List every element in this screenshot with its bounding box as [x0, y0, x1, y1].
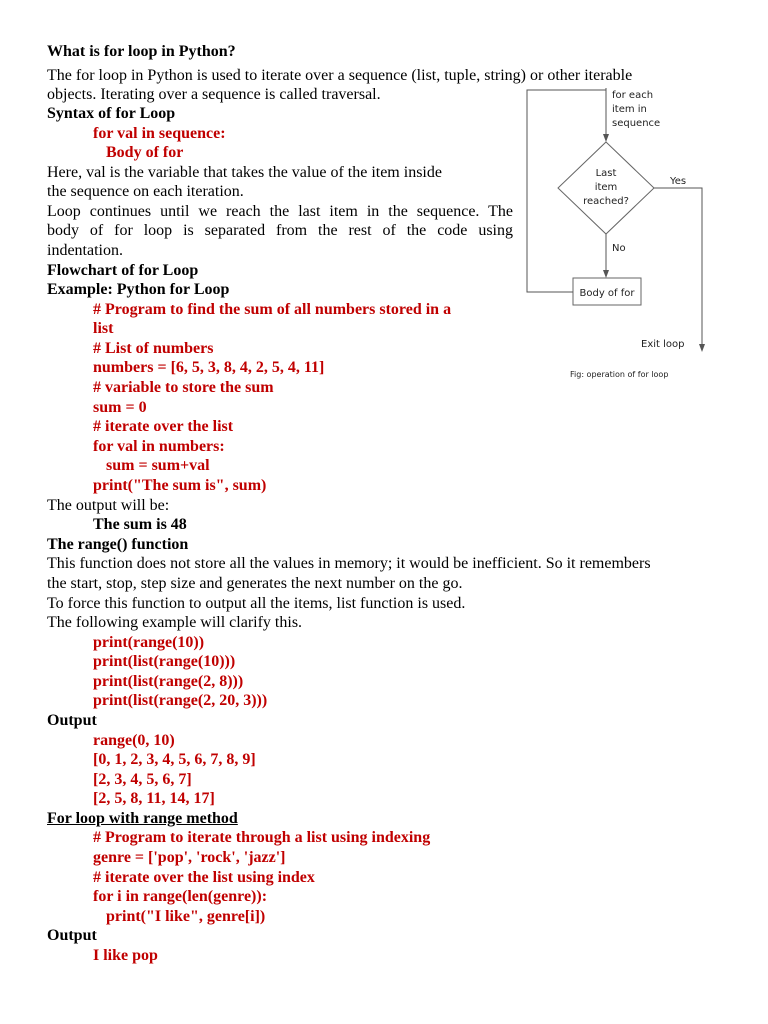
- range-method-code-line: for i in range(len(genre)):: [93, 888, 268, 905]
- range-method-code-line: print("I like", genre[i]): [106, 908, 266, 925]
- flowchart-caption: Fig: operation of for loop: [570, 370, 669, 379]
- example-code-line: # List of numbers: [93, 340, 214, 357]
- explanation-line: body of for loop is separated from the rest of the code using: [47, 222, 513, 239]
- example-code-line: # Program to find the sum of all numbers stored in a: [93, 301, 452, 318]
- final-output-line: I like pop: [93, 947, 158, 964]
- range-heading: The range() function: [47, 536, 189, 553]
- range-paragraph-line: To force this function to output all the items, list function is used.: [47, 595, 466, 612]
- example-code-line: print("The sum is", sum): [93, 477, 267, 494]
- flowchart-decision-label: reached?: [583, 196, 629, 207]
- heading-what-is-for-loop: What is for loop in Python?: [47, 43, 236, 60]
- range-method-code-line: # iterate over the list using index: [93, 869, 315, 886]
- range-method-code-line: genre = ['pop', 'rock', 'jazz']: [93, 849, 286, 866]
- range-code-line: print(list(range(2, 20, 3))): [93, 692, 268, 709]
- intro-paragraph-line: The for loop in Python is used to iterate over a sequence (list, tuple, string) or other iterable: [47, 67, 633, 84]
- flowchart-decision-label: item: [594, 182, 618, 193]
- flowchart-heading: Flowchart of for Loop: [47, 262, 199, 279]
- range-output-line: [2, 3, 4, 5, 6, 7]: [93, 771, 192, 788]
- explanation-line: indentation.: [47, 242, 123, 259]
- flowchart-body-label: Body of for: [579, 288, 635, 299]
- range-output-line: [0, 1, 2, 3, 4, 5, 6, 7, 8, 9]: [93, 751, 256, 768]
- explanation-line: the sequence on each iteration.: [47, 183, 244, 200]
- flowchart-exit-label: Exit loop: [641, 339, 685, 350]
- range-code-line: print(list(range(2, 8))): [93, 673, 244, 690]
- flowchart-yes-label: Yes: [670, 176, 687, 187]
- flowchart-yes-arrow: [654, 188, 702, 348]
- flowchart-decision-label: Last: [595, 168, 617, 179]
- example-code-line: list: [93, 320, 114, 337]
- intro-paragraph-line: objects. Iterating over a sequence is called traversal.: [47, 86, 381, 103]
- output-intro: The output will be:: [47, 497, 170, 514]
- example-code-line: sum = 0: [93, 399, 147, 416]
- flowchart-top-label-line: item in: [612, 104, 647, 115]
- output-result: The sum is 48: [93, 516, 187, 533]
- range-paragraph-line: The following example will clarify this.: [47, 614, 303, 631]
- explanation-line: Here, val is the variable that takes the value of the item inside: [47, 164, 442, 181]
- range-output-line: [2, 5, 8, 11, 14, 17]: [93, 790, 215, 807]
- example-code-line: # iterate over the list: [93, 418, 234, 435]
- example-heading: Example: Python for Loop: [47, 281, 230, 298]
- for-loop-flowchart: [520, 84, 720, 384]
- flowchart-top-label-line: sequence: [612, 118, 661, 129]
- output-heading: Output: [47, 712, 97, 729]
- range-output-line: range(0, 10): [93, 732, 175, 749]
- range-code-line: print(range(10)): [93, 634, 205, 651]
- syntax-code-line: for val in sequence:: [93, 125, 226, 142]
- range-code-line: print(list(range(10))): [93, 653, 236, 670]
- range-paragraph-line: This function does not store all the values in memory; it would be inefficient. So it remembers: [47, 555, 651, 572]
- example-code-line: numbers = [6, 5, 3, 8, 4, 2, 5, 4, 11]: [93, 359, 325, 376]
- syntax-heading: Syntax of for Loop: [47, 105, 176, 122]
- flowchart-no-label: No: [612, 243, 626, 254]
- range-method-heading: For loop with range method: [47, 810, 238, 827]
- flowchart-top-label-line: for each: [612, 90, 654, 101]
- example-code-line: sum = sum+val: [106, 457, 210, 474]
- range-paragraph-line: the start, stop, step size and generates the next number on the go.: [47, 575, 463, 592]
- output-heading: Output: [47, 927, 97, 944]
- syntax-code-line: Body of for: [106, 144, 184, 161]
- example-code-line: # variable to store the sum: [93, 379, 274, 396]
- range-method-code-line: # Program to iterate through a list using indexing: [93, 829, 431, 846]
- explanation-line: Loop continues until we reach the last item in the sequence. The: [47, 203, 513, 220]
- example-code-line: for val in numbers:: [93, 438, 225, 455]
